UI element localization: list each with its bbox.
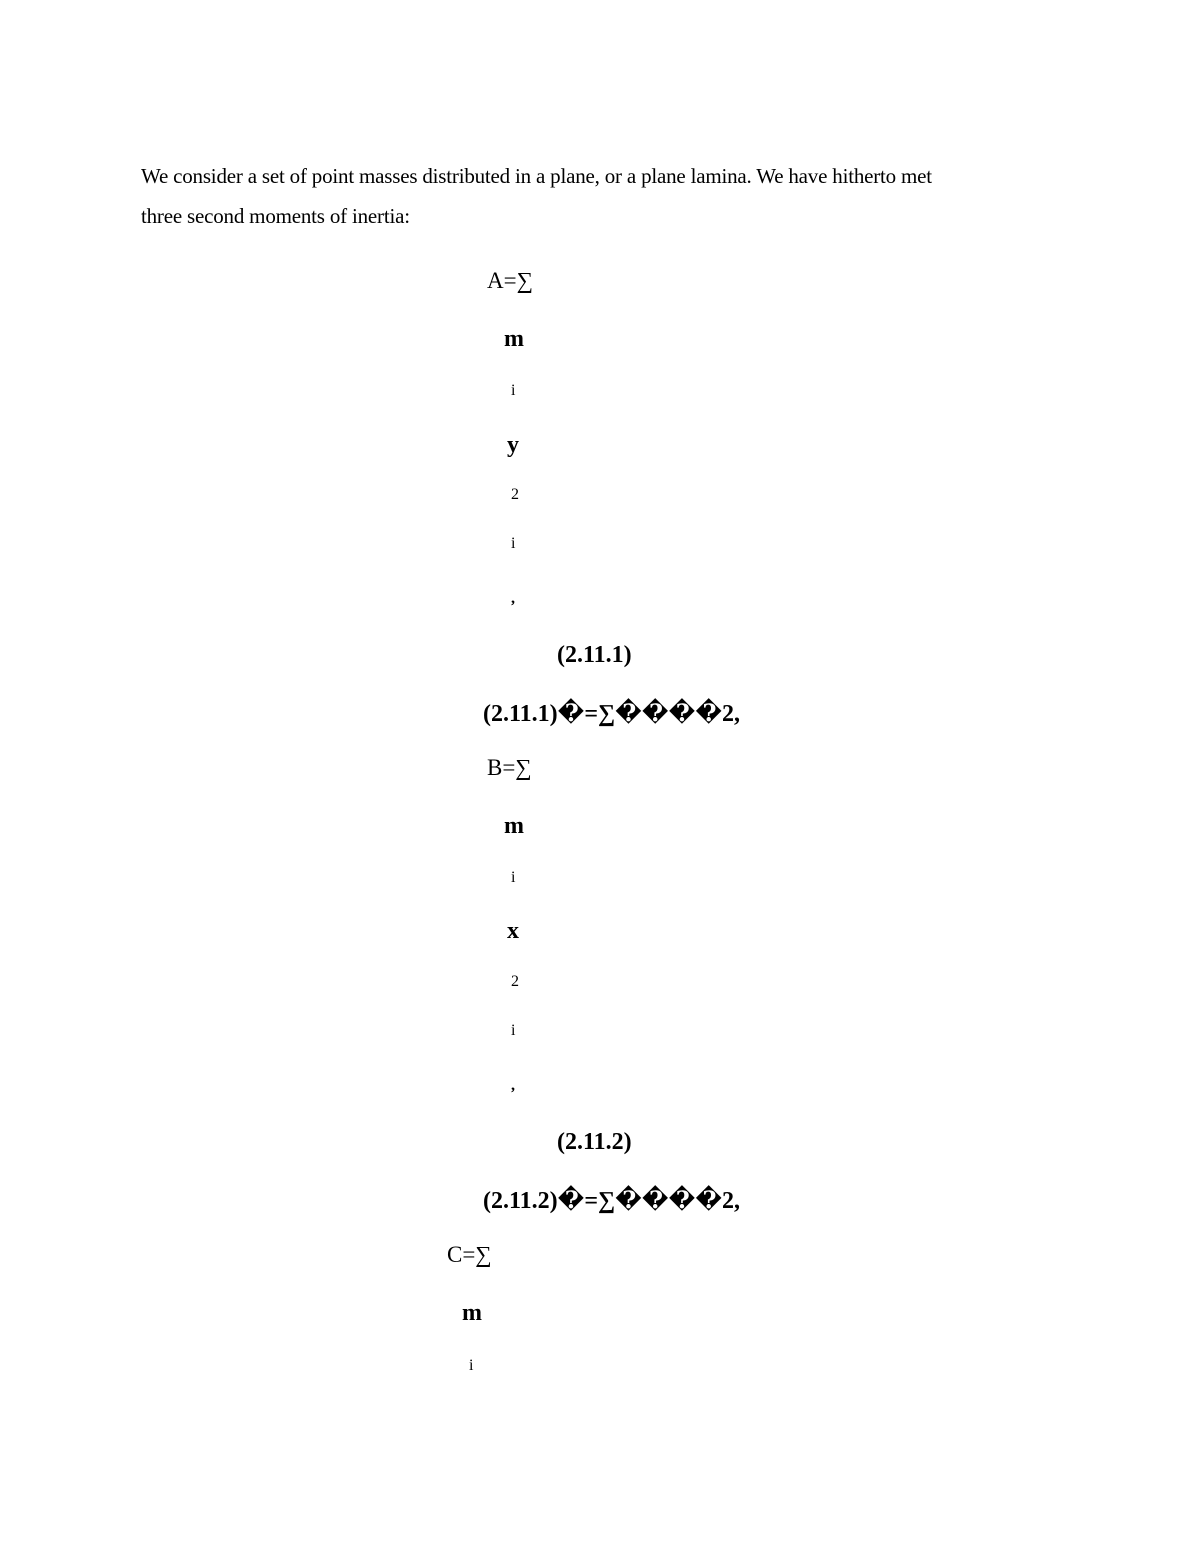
intro-paragraph	[141, 156, 1081, 236]
eq3-lhs: C=∑	[447, 1242, 492, 1267]
eq2-raw-text: (2.11.2)�=∑����2,	[483, 1188, 741, 1214]
eq2-subscript-i: i	[511, 869, 516, 886]
eq2-lhs: B=∑	[487, 755, 532, 780]
eq1-raw-text: (2.11.1)�=∑����2,	[483, 701, 741, 727]
eq2-variable: x	[507, 918, 519, 944]
eq2-comma: ,	[511, 1077, 515, 1094]
eq1-variable: y	[507, 432, 519, 458]
eq2-label: (2.11.2)	[557, 1129, 632, 1155]
eq1-mass: m	[504, 326, 524, 352]
intro-line-2: three second moments of inertia:	[141, 204, 410, 228]
eq1-comma: ,	[511, 590, 515, 607]
eq1-exponent: 2	[511, 486, 519, 503]
eq1-subscript-i: i	[511, 382, 516, 399]
eq1-label: (2.11.1)	[557, 642, 632, 668]
eq2-exponent: 2	[511, 973, 519, 990]
eq3-mass: m	[462, 1300, 482, 1326]
eq2-subscript-i-2: i	[511, 1022, 516, 1039]
intro-line-1: We consider a set of point masses distributed in a plane, or a plane lamina. We have hitherto met	[141, 164, 932, 188]
eq1-lhs: A=∑	[487, 268, 533, 293]
eq2-mass: m	[504, 813, 524, 839]
eq3-subscript-i: i	[469, 1357, 474, 1374]
eq1-subscript-i-2: i	[511, 535, 516, 552]
